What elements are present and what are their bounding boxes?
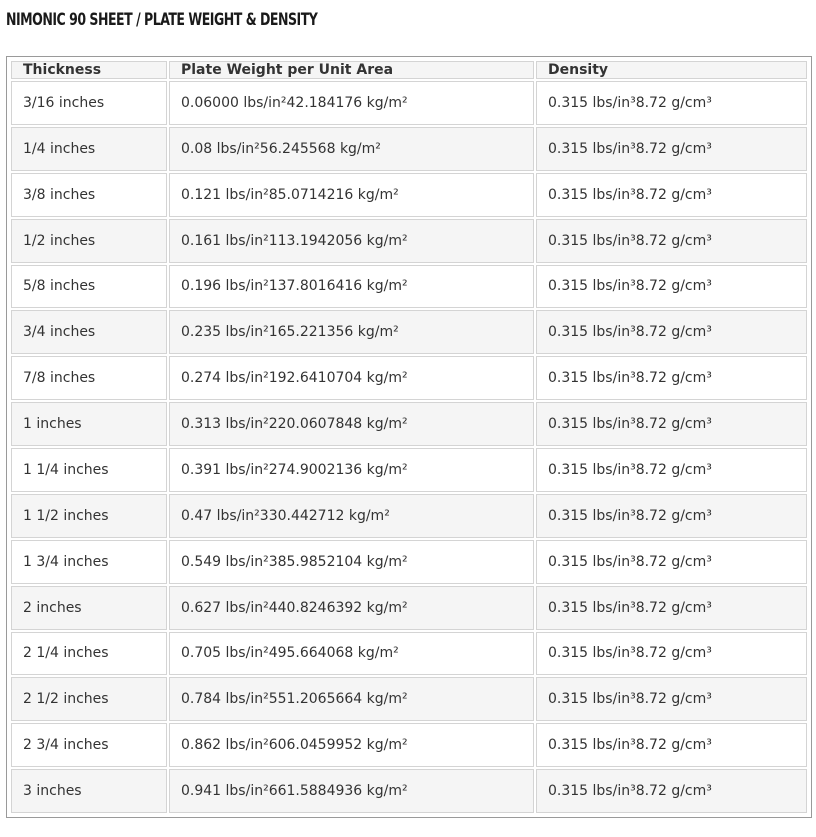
cell-plate-weight: 0.08 lbs/in²56.245568 kg/m² — [169, 127, 534, 171]
cell-plate-weight: 0.235 lbs/in²165.221356 kg/m² — [169, 310, 534, 354]
cell-density: 0.315 lbs/in³8.72 g/cm³ — [536, 723, 807, 767]
cell-density: 0.315 lbs/in³8.72 g/cm³ — [536, 310, 807, 354]
cell-density: 0.315 lbs/in³8.72 g/cm³ — [536, 356, 807, 400]
cell-density: 0.315 lbs/in³8.72 g/cm³ — [536, 219, 807, 263]
cell-thickness: 1 1/4 inches — [11, 448, 167, 492]
cell-density: 0.315 lbs/in³8.72 g/cm³ — [536, 265, 807, 309]
cell-plate-weight: 0.121 lbs/in²85.0714216 kg/m² — [169, 173, 534, 217]
cell-plate-weight: 0.862 lbs/in²606.0459952 kg/m² — [169, 723, 534, 767]
table-row — [11, 402, 807, 446]
table-row — [11, 586, 807, 630]
cell-thickness: 1/2 inches — [11, 219, 167, 263]
cell-thickness: 2 1/4 inches — [11, 632, 167, 676]
cell-thickness: 1/4 inches — [11, 127, 167, 171]
cell-thickness: 1 inches — [11, 402, 167, 446]
cell-plate-weight: 0.784 lbs/in²551.2065664 kg/m² — [169, 677, 534, 721]
table-row — [11, 173, 807, 217]
table-row — [11, 723, 807, 767]
header-thickness: Thickness — [11, 61, 167, 79]
table-row — [11, 769, 807, 813]
cell-density: 0.315 lbs/in³8.72 g/cm³ — [536, 127, 807, 171]
cell-plate-weight: 0.549 lbs/in²385.9852104 kg/m² — [169, 540, 534, 584]
cell-plate-weight: 0.705 lbs/in²495.664068 kg/m² — [169, 632, 534, 676]
cell-density: 0.315 lbs/in³8.72 g/cm³ — [536, 540, 807, 584]
cell-density: 0.315 lbs/in³8.72 g/cm³ — [536, 586, 807, 630]
cell-thickness: 1 1/2 inches — [11, 494, 167, 538]
cell-plate-weight: 0.47 lbs/in²330.442712 kg/m² — [169, 494, 534, 538]
table-row — [11, 540, 807, 584]
weight-density-table-container — [6, 56, 812, 818]
cell-density: 0.315 lbs/in³8.72 g/cm³ — [536, 448, 807, 492]
table-row — [11, 356, 807, 400]
table-row — [11, 448, 807, 492]
cell-density: 0.315 lbs/in³8.72 g/cm³ — [536, 494, 807, 538]
weight-density-table — [9, 59, 809, 815]
cell-thickness: 2 3/4 inches — [11, 723, 167, 767]
cell-density: 0.315 lbs/in³8.72 g/cm³ — [536, 632, 807, 676]
table-row — [11, 494, 807, 538]
cell-plate-weight: 0.941 lbs/in²661.5884936 kg/m² — [169, 769, 534, 813]
cell-density: 0.315 lbs/in³8.72 g/cm³ — [536, 402, 807, 446]
cell-density: 0.315 lbs/in³8.72 g/cm³ — [536, 173, 807, 217]
table-body — [11, 81, 807, 813]
cell-thickness: 3/16 inches — [11, 81, 167, 125]
cell-plate-weight: 0.161 lbs/in²113.1942056 kg/m² — [169, 219, 534, 263]
cell-thickness: 7/8 inches — [11, 356, 167, 400]
cell-plate-weight: 0.06000 lbs/in²42.184176 kg/m² — [169, 81, 534, 125]
cell-plate-weight: 0.627 lbs/in²440.8246392 kg/m² — [169, 586, 534, 630]
table-row — [11, 310, 807, 354]
table-row — [11, 677, 807, 721]
cell-plate-weight: 0.391 lbs/in²274.9002136 kg/m² — [169, 448, 534, 492]
cell-plate-weight: 0.274 lbs/in²192.6410704 kg/m² — [169, 356, 534, 400]
table-row — [11, 219, 807, 263]
header-density: Density — [536, 61, 807, 79]
table-row — [11, 265, 807, 309]
cell-density: 0.315 lbs/in³8.72 g/cm³ — [536, 677, 807, 721]
table-row — [11, 81, 807, 125]
cell-thickness: 3/8 inches — [11, 173, 167, 217]
cell-thickness: 2 1/2 inches — [11, 677, 167, 721]
cell-thickness: 3 inches — [11, 769, 167, 813]
table-row — [11, 632, 807, 676]
cell-plate-weight: 0.196 lbs/in²137.8016416 kg/m² — [169, 265, 534, 309]
cell-thickness: 2 inches — [11, 586, 167, 630]
cell-thickness: 5/8 inches — [11, 265, 167, 309]
cell-plate-weight: 0.313 lbs/in²220.0607848 kg/m² — [169, 402, 534, 446]
table-header — [11, 61, 807, 79]
cell-thickness: 1 3/4 inches — [11, 540, 167, 584]
table-row — [11, 127, 807, 171]
cell-density: 0.315 lbs/in³8.72 g/cm³ — [536, 81, 807, 125]
page-title: NIMONIC 90 SHEET / PLATE WEIGHT & DENSITY — [6, 10, 318, 30]
header-plate-weight: Plate Weight per Unit Area — [169, 61, 534, 79]
cell-density: 0.315 lbs/in³8.72 g/cm³ — [536, 769, 807, 813]
table-header-row — [11, 61, 807, 79]
cell-thickness: 3/4 inches — [11, 310, 167, 354]
